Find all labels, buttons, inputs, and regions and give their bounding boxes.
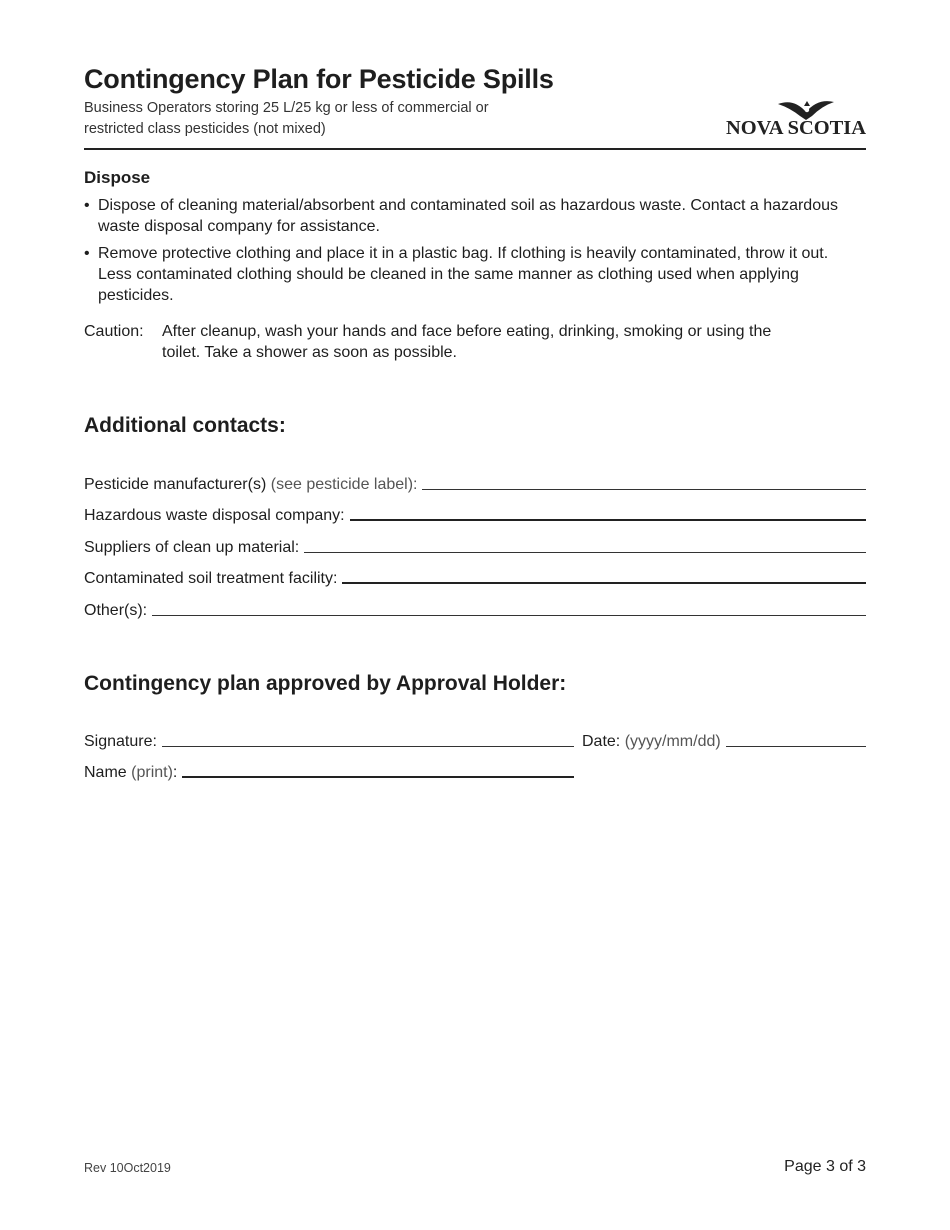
date-field <box>582 729 866 751</box>
field-label: Suppliers of clean up material: <box>84 539 300 556</box>
cleanup-supplier-field <box>84 535 866 557</box>
bullet-icon: • <box>84 197 90 214</box>
dispose-heading: Dispose <box>84 168 151 187</box>
name-field <box>84 760 574 782</box>
other-contacts-input[interactable] <box>152 615 866 616</box>
nova-scotia-logo <box>726 98 868 138</box>
field-label: Pesticide manufacturer(s) <box>84 476 267 493</box>
signature-label: Signature: <box>84 733 157 750</box>
signature-field <box>84 729 574 751</box>
header-rule <box>84 148 866 150</box>
page-title: Contingency Plan for Pesticide Spills <box>84 64 554 94</box>
name-input[interactable] <box>182 776 574 778</box>
name-hint: (print) <box>126 764 173 781</box>
field-hint: (see pesticide label): <box>266 476 418 493</box>
date-input[interactable] <box>726 746 866 747</box>
page-subtitle: Business Operators storing 25 L/25 kg or less of commercial or restricted class pesticides (not mixed) <box>84 100 489 137</box>
date-format-hint: (yyyy/mm/dd) <box>620 733 721 750</box>
field-label: Other(s): <box>84 602 148 619</box>
field-label: Hazardous waste disposal company: <box>84 507 345 524</box>
additional-contacts-heading: Additional contacts: <box>84 414 286 437</box>
other-contacts-field <box>84 598 866 620</box>
revision-note: Rev 10Oct2019 <box>84 1161 171 1175</box>
caution-label: Caution: <box>84 323 144 340</box>
date-label: Date: <box>582 733 621 750</box>
field-label: Contaminated soil treatment facility: <box>84 570 338 587</box>
soil-treatment-facility-input[interactable] <box>342 582 866 584</box>
dispose-bullet <box>84 195 866 237</box>
caution-text: After cleanup, wash your hands and face before eating, drinking, smoking or using the toilet. Take a shower as soon as possible. <box>162 323 772 361</box>
signature-input[interactable] <box>162 746 574 747</box>
cleanup-supplier-input[interactable] <box>304 552 866 553</box>
dispose-bullet-text: Dispose of cleaning material/absorbent and contaminated soil as hazardous waste. Contact a hazardous waste disposal company for assistance. <box>98 197 838 235</box>
pesticide-manufacturer-input[interactable] <box>422 489 866 490</box>
approval-heading: Contingency plan approved by Approval Holder: <box>84 672 567 695</box>
logo-wordmark: NOVA SCOTIA <box>726 117 867 138</box>
dispose-bullet-text: Remove protective clothing and place it in a plastic bag. If clothing is heavily contaminated, throw it out. Less contaminated clothing should be cleaned in the same manner as clothing used when applying pesticides. <box>98 245 829 304</box>
bullet-icon: • <box>84 245 90 262</box>
hazardous-waste-company-input[interactable] <box>350 519 866 521</box>
page-number: Page 3 of 3 <box>784 1158 866 1175</box>
soil-treatment-facility-field <box>84 566 866 588</box>
name-label: Name <box>84 764 127 781</box>
pesticide-manufacturer-field <box>84 472 866 494</box>
name-colon: : <box>172 764 178 781</box>
hazardous-waste-company-field <box>84 503 866 525</box>
dispose-bullet <box>84 243 866 306</box>
